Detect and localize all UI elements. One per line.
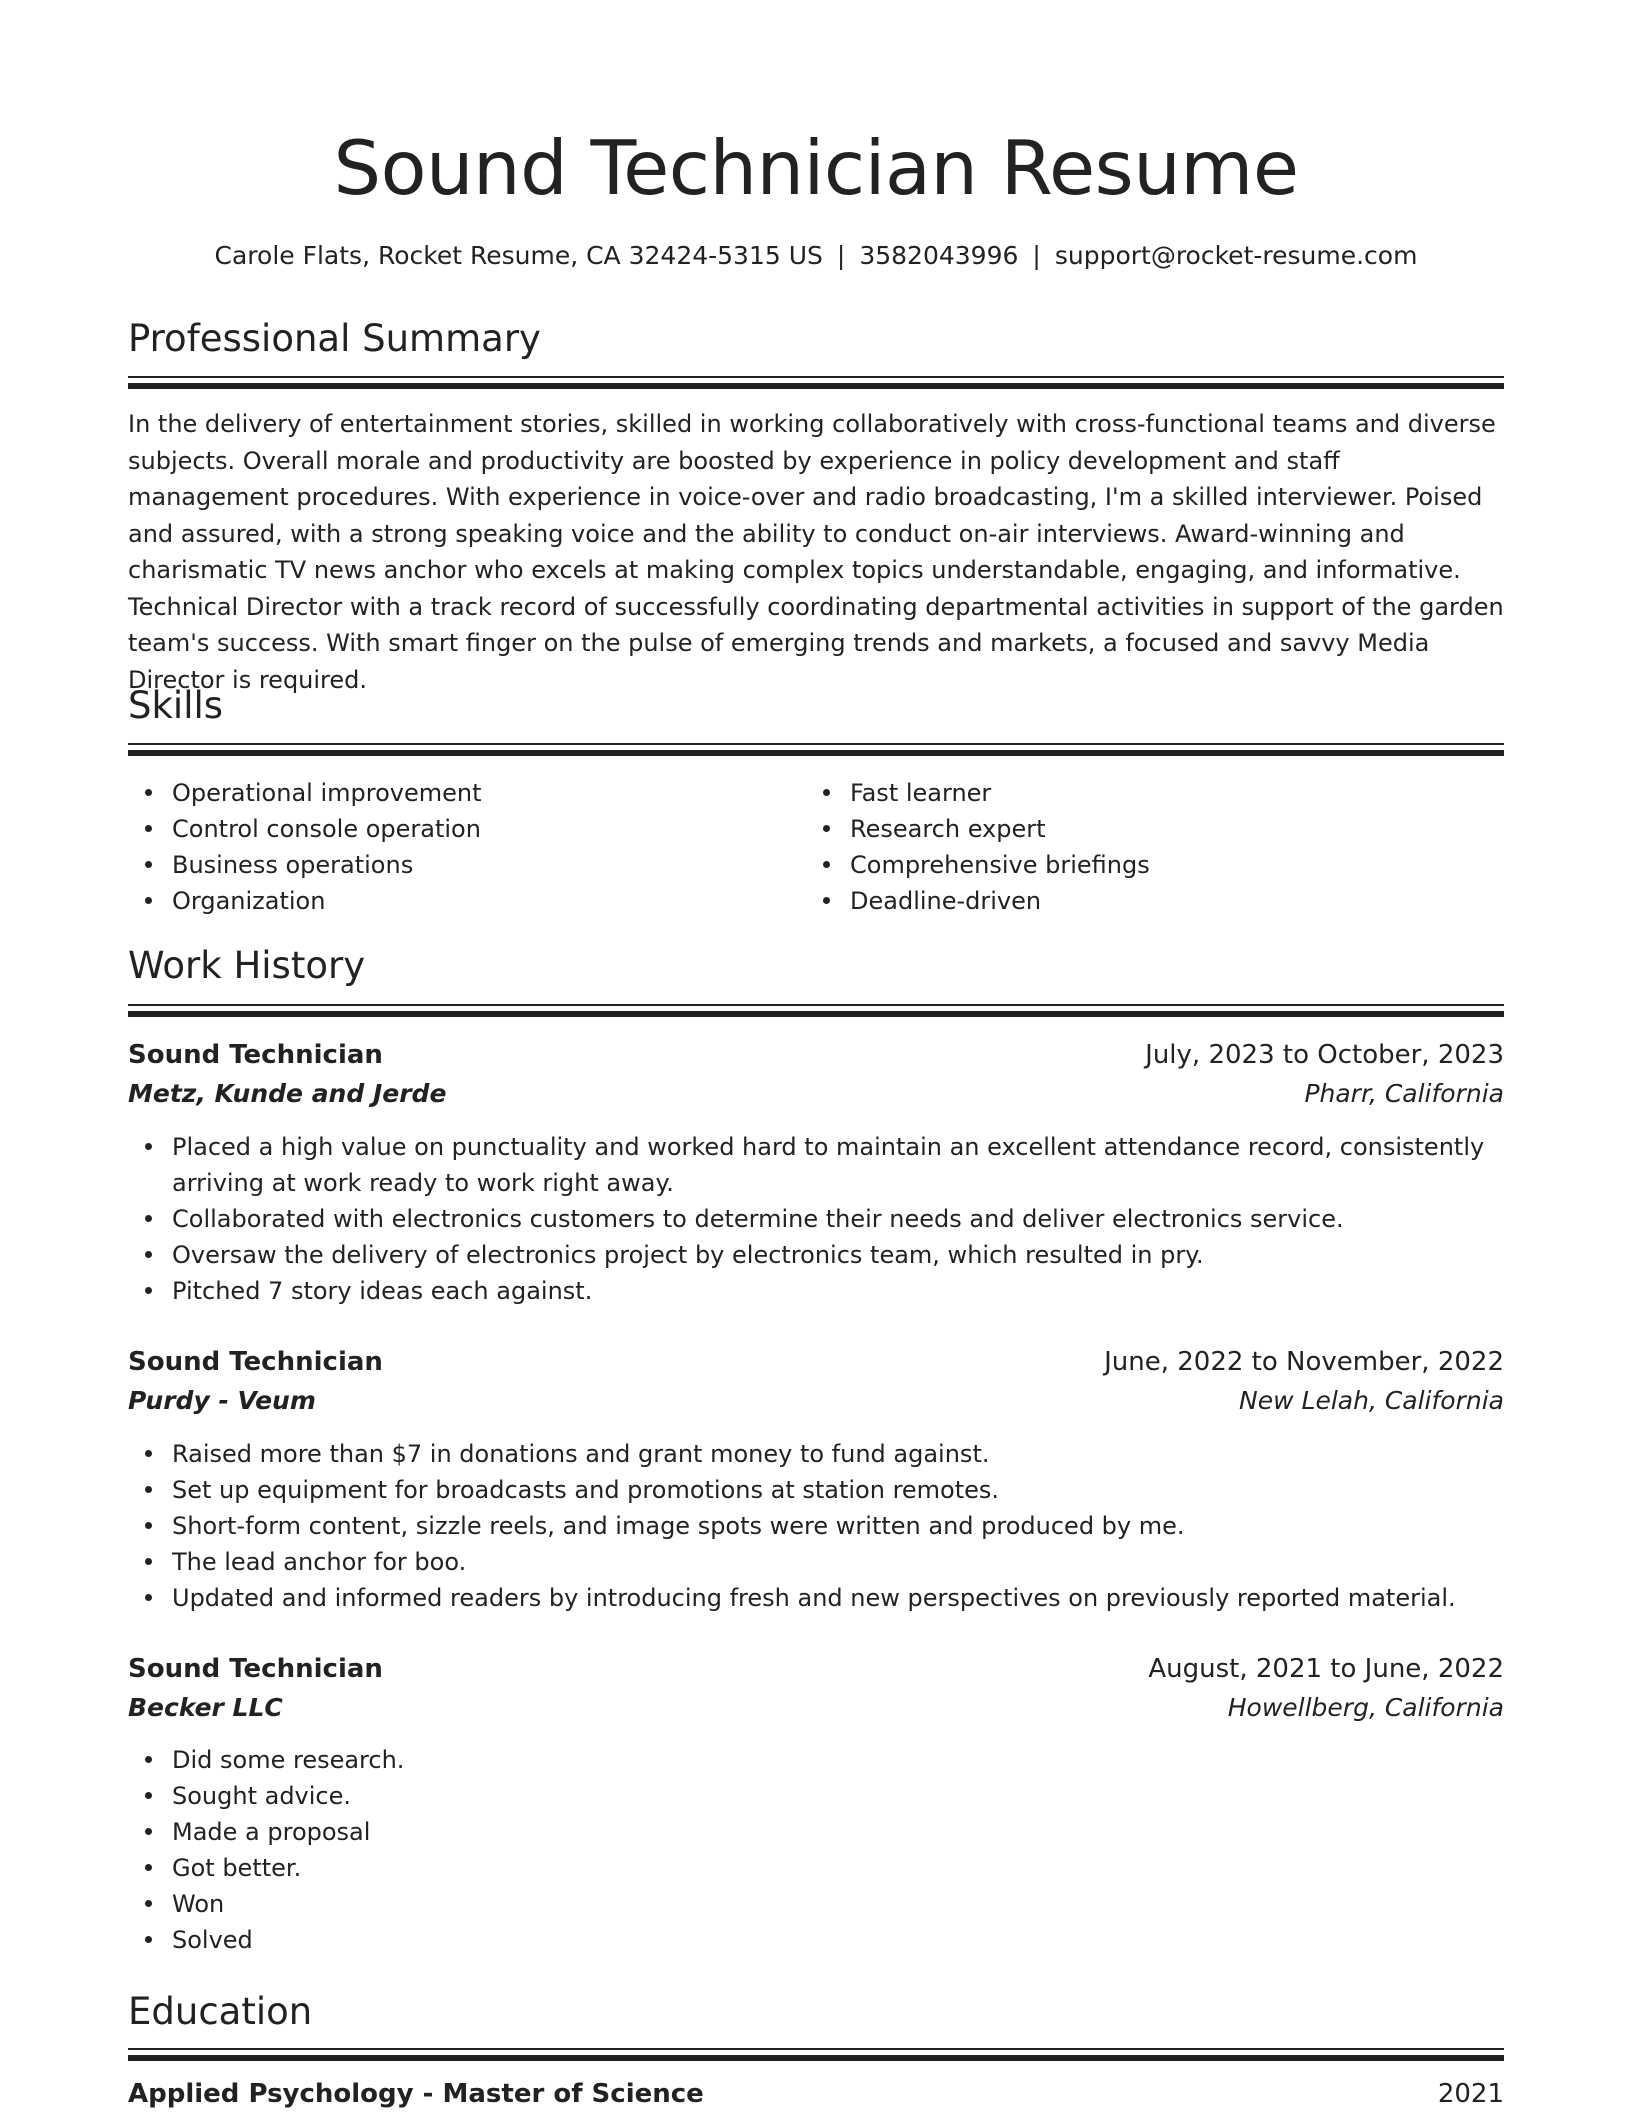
job-bullets	[128, 1742, 1504, 1958]
skill-item: Organization	[128, 883, 768, 919]
job-bullets	[128, 1129, 1504, 1309]
job-location: Pharr, California	[1304, 1079, 1504, 1108]
job-subheader	[128, 1383, 1504, 1419]
contact-separator: |	[836, 241, 846, 270]
resume-title: Sound Technician Resume	[333, 124, 1299, 212]
job-company: Becker LLC	[128, 1693, 283, 1722]
education-year: 2021	[1437, 2079, 1504, 2109]
job-bullet: Won	[128, 1886, 1504, 1922]
job-bullet: Raised more than $7 in donations and grant money to fund against.	[128, 1436, 1504, 1472]
summary-divider	[128, 376, 1504, 389]
skills-list-right	[806, 775, 1446, 919]
job-bullet: Pitched 7 story ideas each against.	[128, 1273, 1504, 1309]
education-divider	[128, 2048, 1504, 2061]
job-header	[128, 1344, 1504, 1380]
job-dates: July, 2023 to October, 2023	[1145, 1040, 1504, 1070]
skill-item: Fast learner	[806, 775, 1446, 811]
job-bullet: Short-form content, sizzle reels, and image spots were written and produced by me.	[128, 1508, 1504, 1544]
education-heading: Education	[128, 1990, 313, 2033]
job-bullet: Placed a high value on punctuality and worked hard to maintain an excellent attendance record, consistently arriving at work ready to work right away.	[128, 1129, 1504, 1201]
job-title: Sound Technician	[128, 1347, 383, 1377]
skill-item: Deadline-driven	[806, 883, 1446, 919]
job-subheader	[128, 1690, 1504, 1726]
job-bullets	[128, 1436, 1504, 1616]
contact-line	[0, 238, 1632, 274]
job-subheader	[128, 1076, 1504, 1112]
job-bullet: Solved	[128, 1922, 1504, 1958]
job-bullet: Updated and informed readers by introducing fresh and new perspectives on previously reported material.	[128, 1580, 1504, 1616]
job-location: Howellberg, California	[1227, 1693, 1504, 1722]
skill-item: Research expert	[806, 811, 1446, 847]
job-bullet: Sought advice.	[128, 1778, 1504, 1814]
skills-heading: Skills	[128, 684, 224, 727]
job-location: New Lelah, California	[1239, 1386, 1504, 1415]
contact-address: Carole Flats, Rocket Resume, CA 32424-5315 US	[214, 241, 823, 270]
skill-item: Business operations	[128, 847, 768, 883]
job-bullet: Set up equipment for broadcasts and promotions at station remotes.	[128, 1472, 1504, 1508]
summary-text: In the delivery of entertainment stories, skilled in working collaboratively with cross-functional teams and diverse subjects. Overall morale and productivity are boosted by experience in policy development and staff management procedures. With experience in voice-over and radio broadcasting, I'm a skilled interviewer. Poised and assured, with a strong speaking voice and the ability to conduct on-air interviews. Award-winning and charismatic TV news anchor who excels at making complex topics understandable, engaging, and informative. Technical Director with a track record of successfully coordinating departmental activities in support of the garden team's success. With smart finger on the pulse of emerging trends and markets, a focused and savvy Media Director is required.	[128, 410, 1504, 694]
job-company: Metz, Kunde and Jerde	[128, 1079, 447, 1108]
skill-item: Comprehensive briefings	[806, 847, 1446, 883]
job-title: Sound Technician	[128, 1040, 383, 1070]
job-bullet: The lead anchor for boo.	[128, 1544, 1504, 1580]
contact-phone: 3582043996	[859, 241, 1019, 270]
work-heading: Work History	[128, 944, 366, 987]
job-bullet: Got better.	[128, 1850, 1504, 1886]
job-bullet: Collaborated with electronics customers to determine their needs and deliver electronics service.	[128, 1201, 1504, 1237]
summary-heading: Professional Summary	[128, 317, 541, 360]
job-dates: August, 2021 to June, 2022	[1148, 1654, 1504, 1684]
skills-list-left	[128, 775, 768, 919]
job-bullet: Did some research.	[128, 1742, 1504, 1778]
contact-separator: |	[1032, 241, 1041, 270]
job-dates: June, 2022 to November, 2022	[1104, 1347, 1504, 1377]
job-title: Sound Technician	[128, 1654, 383, 1684]
work-divider	[128, 1004, 1504, 1017]
education-degree: Applied Psychology - Master of Science	[128, 2079, 704, 2109]
job-bullet: Oversaw the delivery of electronics project by electronics team, which resulted in pry.	[128, 1237, 1504, 1273]
job-bullet: Made a proposal	[128, 1814, 1504, 1850]
contact-email: support@rocket-resume.com	[1054, 241, 1418, 270]
skills-divider	[128, 743, 1504, 756]
job-header	[128, 1651, 1504, 1687]
education-entry	[128, 2076, 1504, 2112]
skill-item: Control console operation	[128, 811, 768, 847]
skill-item: Operational improvement	[128, 775, 768, 811]
job-company: Purdy - Veum	[128, 1386, 316, 1415]
job-header	[128, 1037, 1504, 1073]
